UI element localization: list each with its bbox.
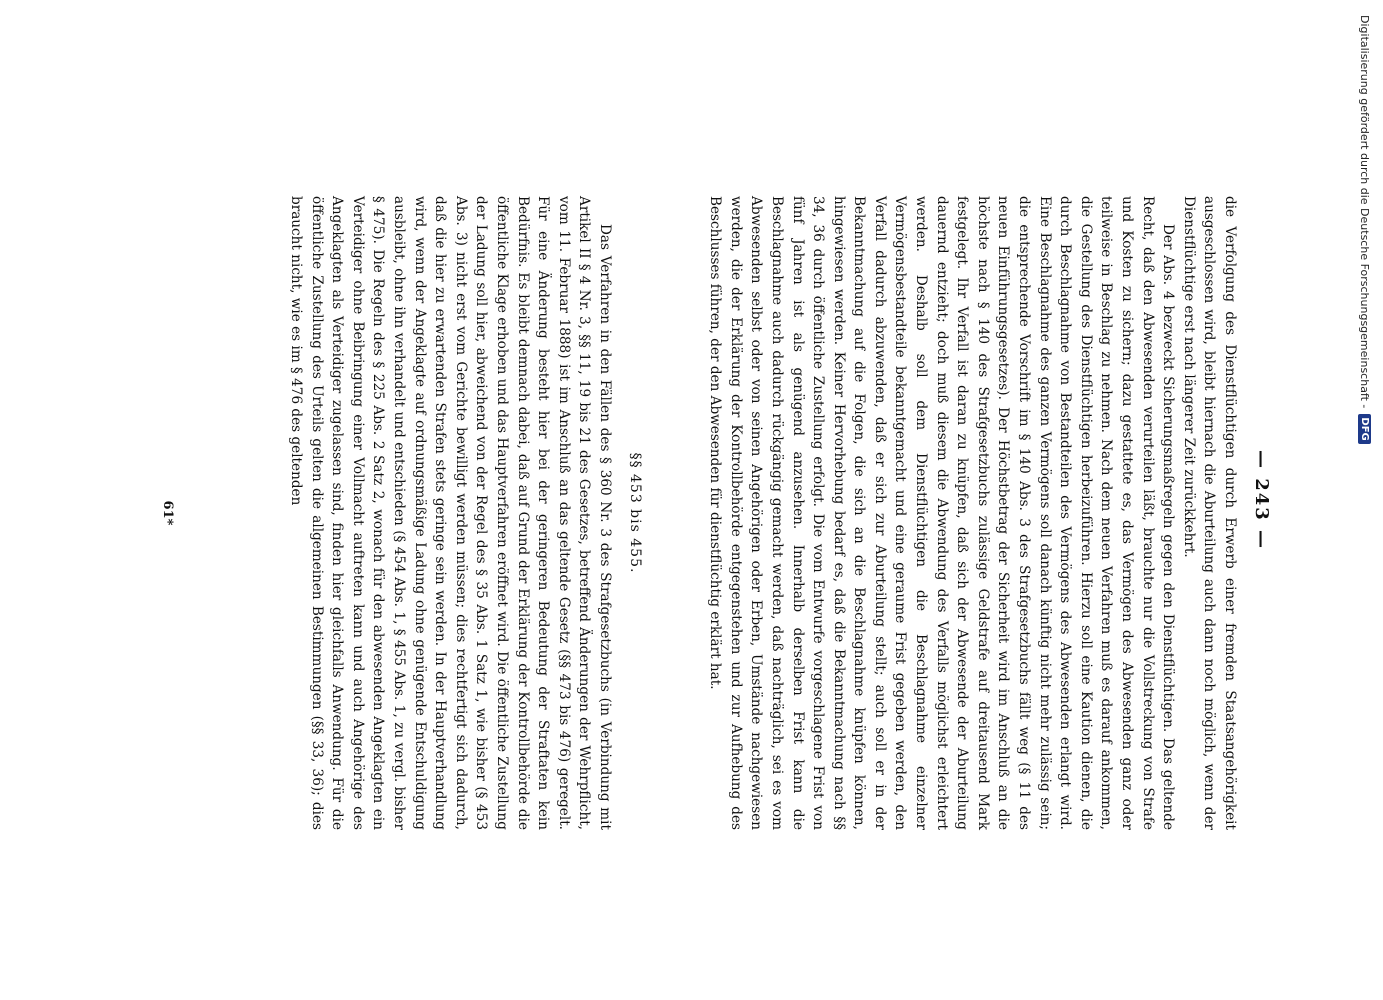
paragraph: Der Abs. 4 bezweckt Sicherungsmaßregeln gegen den Dienstflüchtigen. Das geltende Recht, daß den Abwesenden verurteilen läßt, brauchte nur die Vollstreckung von Strafe und Kosten zu sichern; dazu gestattete es, das Vermögen des Abwesenden ganz oder teilweise in Beschlag zu nehmen. Nach dem neuen Verfahren muß es darauf ankommen, die Gestellung des Dienstflüchtigen herbeizuführen. Hierzu soll eine Kaution dienen, die durch Beschlagnahme von Bestandteilen des Vermögens des Abwesenden erlangt wird. Eine Beschlagnahme des ganzen Vermögens soll danach künftig nicht mehr zulässig sein; die entsprechende Vorschrift im § 140 Abs. 3 des Strafgesetzbuchs fällt weg (§ 11 des neuen Einführungsgesetzes). Der Höchstbetrag der Sicherheit wird im Anschluß an die höchste nach § 140 des Strafgesetzbuchs zulässige Geldstrafe auf dreitausend Mark festgelegt. Ihr Verfall ist daran zu knüpfen, daß sich der Abwesende der Aburteilung dauernd entzieht; doch muß diesem die Abwendung des Verfalls möglichst erleichtert werden. Deshalb soll dem Dienstflüchtigen die Beschlagnahme einzelner Vermögensbestandteile bekanntgemacht und eine geraume Frist gegeben werden, den Verfall dadurch abzuwenden, daß er sich zur Aburteilung stellt; auch soll er in der Bekanntmachung auf die Folgen, die sich an die Beschlagnahme knüpfen können, hingewiesen werden. Keiner Hervorhebung bedarf es, daß die Bekanntmachung nach §§ 34, 36 durch öffentliche Zustellung erfolgt. Die vom Entwurfe vorgeschlagene Frist von fünf Jahren ist als genügend anzusehen. Innerhalb derselben Frist kann die Beschlagnahme auch dadurch rückgängig gemacht werden, daß nachträglich, sei es vom Abwesenden selbst oder von seinen Angehörigen oder Erben, Umstände nachgewiesen werden, die der Erklärung der Kontrollbehörde entgegenstehen und zur Aufhebung des Beschlusses führen, der den Abwesenden für dienstflüchtig erklärt hat.	[707, 196, 1177, 830]
signature-mark: 61*	[160, 500, 175, 526]
page-number: — 243 —	[1251, 449, 1272, 551]
digitization-note-text: Digitalisierung gefördert durch die Deutsche Forschungsgemeinschaft -	[1358, 15, 1371, 409]
text-block-top	[705, 196, 1240, 830]
dfg-logo: DFG	[1358, 414, 1371, 443]
section-heading: §§ 453 bis 455.	[627, 452, 643, 574]
paragraph: Das Verfahren in den Fällen des § 360 Nr. 3 des Strafgesetzbuchs (in Verbindung mit Artikel II § 4 Nr. 3, §§ 11, 19 bis 21 des Gesetzes, betreffend Änderungen der Wehrpflicht, vom 11. Februar 1888) ist im Anschluß an das geltende Gesetz (§§ 473 bis 476) geregelt. Für eine Änderung besteht hier bei der geringeren Bedeutung der Straftaten kein Bedürfnis. Es bleibt demnach dabei, daß auf Grund der Erklärung der Kontrollbehörde die öffentliche Klage erhoben und das Hauptverfahren eröffnet wird. Die öffentliche Zustellung der Ladung soll hier, abweichend von der Regel des § 35 Abs. 1 Satz 1, wie bisher (§ 453 Abs. 3) nicht erst vom Gerichte bewilligt werden müssen; dies rechtfertigt sich dadurch, daß die hier zu erwartenden Strafen stets geringe sein werden. In der Hauptverhandlung wird, wenn der Angeklagte auf ordnungsmäßige Ladung ohne genügende Entschuldigung ausbleibt, ohne ihn verhandelt und entschieden (§ 454 Abs. 1, § 455 Abs. 1, zu vergl. bisher § 475). Die Regeln des § 225 Abs. 2 Satz 2, wonach für den abwesenden Angeklagten ein Verteidiger ohne Beibringung einer Vollmacht auftreten kann und auch Angehörige des Angeklagten als Verteidiger zugelassen sind, finden hier gleichfalls Anwendung. Für die öffentliche Zustellung des Urteils gelten die allgemeinen Bestimmungen (§§ 33, 36); dies braucht nicht, wie es im § 476 des geltenden	[288, 196, 613, 830]
text-block-bottom	[286, 196, 616, 830]
digitization-note	[1358, 15, 1371, 444]
paragraph: die Verfolgung des Dienstflüchtigen durch Erwerb einer fremden Staatsangehörigkeit ausgeschlossen wird, bleibt hiernach die Aburteilung auch dann noch möglich, wenn der Dienstflüchtige erst nach längerer Zeit zurückkehrt.	[1180, 196, 1238, 830]
